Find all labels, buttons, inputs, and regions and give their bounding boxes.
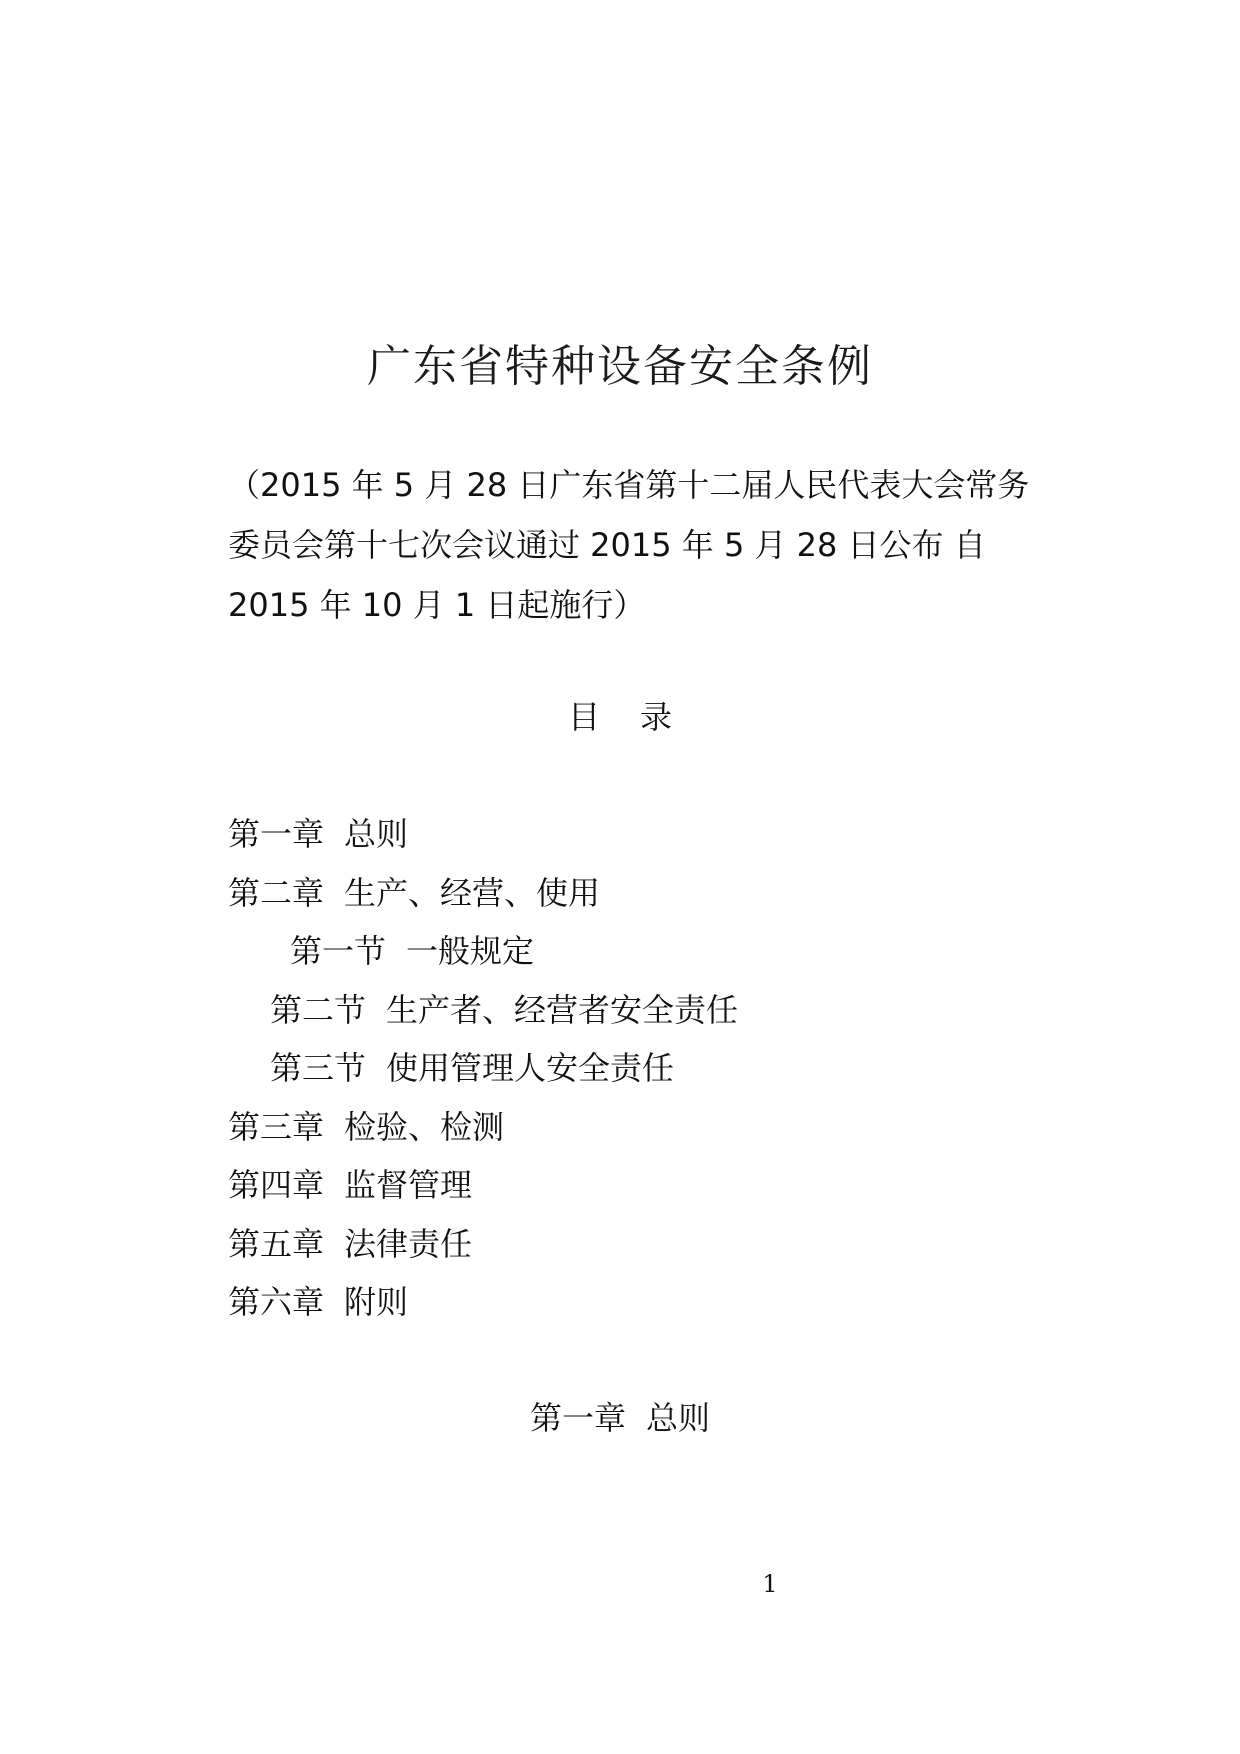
toc-item-title: 附则 — [344, 1283, 409, 1321]
toc-item-title: 生产者、经营者安全责任 — [386, 990, 739, 1029]
toc-item-title: 一般规定 — [406, 932, 535, 970]
toc-item-chapter-5 — [228, 1215, 1028, 1274]
toc-item-number: 第一章 — [228, 815, 325, 853]
toc-item-chapter-2 — [228, 864, 1028, 923]
toc-item-title: 法律责任 — [344, 1224, 473, 1263]
table-of-contents — [228, 805, 1028, 1332]
document-title: 广东省特种设备安全条例 — [367, 341, 873, 392]
toc-heading: 目录 — [567, 698, 712, 736]
toc-item-section-2 — [228, 981, 1028, 1040]
toc-item-chapter-4 — [228, 1156, 1028, 1215]
toc-item-chapter-3 — [228, 1098, 1028, 1157]
adoption-note-line: 2015 年 10 月 1 日起施行） — [228, 586, 646, 624]
chapter-heading — [0, 1393, 1240, 1439]
chapter-heading-number: 第一章 — [529, 1399, 626, 1437]
adoption-note-line: （2015 年 5 月 28 日广东省第十二届人民代表大会常务 — [228, 466, 1030, 504]
toc-item-chapter-1 — [228, 805, 1028, 864]
toc-item-number: 第六章 — [228, 1283, 325, 1321]
toc-item-number: 第一节 — [290, 932, 387, 970]
toc-item-section-1 — [228, 922, 1028, 981]
toc-item-title: 生产、经营、使用 — [344, 873, 601, 912]
adoption-note — [228, 455, 1048, 635]
page-number: 1 — [762, 1570, 778, 1598]
toc-item-number: 第三节 — [270, 1049, 367, 1087]
toc-item-number: 第四章 — [228, 1166, 325, 1204]
toc-item-number: 第二章 — [228, 873, 325, 912]
toc-item-section-3 — [228, 1039, 1028, 1098]
toc-item-title: 总则 — [344, 815, 409, 853]
toc-item-title: 监督管理 — [344, 1166, 473, 1204]
toc-item-chapter-6 — [228, 1273, 1028, 1332]
toc-item-title: 使用管理人安全责任 — [386, 1049, 675, 1087]
toc-item-number: 第三章 — [228, 1107, 325, 1146]
adoption-note-line: 委员会第十七次会议通过 2015 年 5 月 28 日公布 自 — [228, 526, 986, 564]
toc-item-number: 第五章 — [228, 1224, 325, 1263]
toc-item-number: 第二节 — [270, 990, 367, 1029]
toc-item-title: 检验、检测 — [344, 1107, 505, 1146]
chapter-heading-title: 总则 — [646, 1399, 711, 1437]
